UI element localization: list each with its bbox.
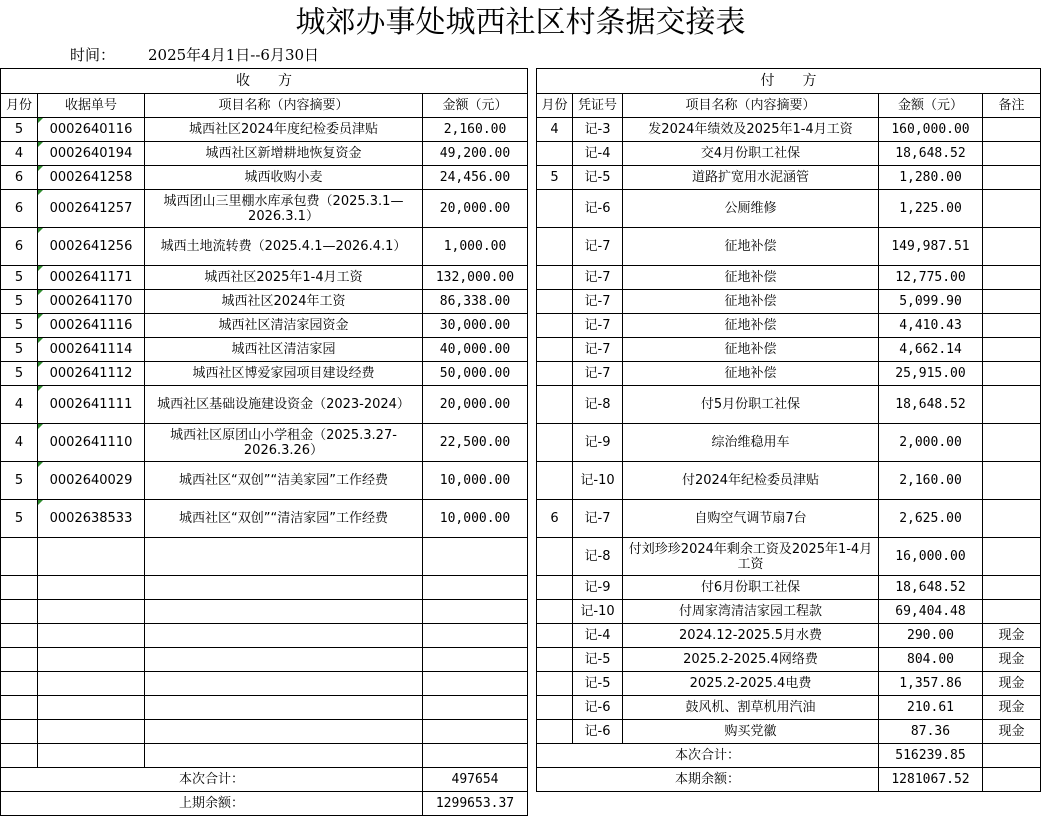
amount-cell: 5,099.90 <box>879 290 983 314</box>
table-row <box>1 190 528 228</box>
month-cell <box>1 624 38 648</box>
month-cell <box>537 538 573 576</box>
item-cell: 城西社区清洁家园资金 <box>145 314 423 338</box>
item-cell: 征地补偿 <box>623 228 879 266</box>
table-row <box>1 290 528 314</box>
month-cell <box>537 462 573 500</box>
table-row <box>1 314 528 338</box>
month-cell <box>537 314 573 338</box>
amount-cell <box>423 744 528 768</box>
note-cell: 现金 <box>983 672 1041 696</box>
item-cell: 城西社区新增耕地恢复资金 <box>145 142 423 166</box>
amount-cell: 40,000.00 <box>423 338 528 362</box>
amount-cell <box>423 576 528 600</box>
amount-cell: 25,915.00 <box>879 362 983 386</box>
table-row <box>1 696 528 720</box>
receipt-number-cell: 0002640029 <box>38 462 145 500</box>
note-cell <box>983 462 1041 500</box>
col-note-header: 备注 <box>983 94 1041 118</box>
total-value: 497654 <box>423 768 528 792</box>
month-cell: 5 <box>1 338 38 362</box>
voucher-cell: 记-4 <box>573 624 623 648</box>
amount-cell: 2,000.00 <box>879 424 983 462</box>
amount-cell: 132,000.00 <box>423 266 528 290</box>
month-cell <box>537 190 573 228</box>
voucher-cell: 记-9 <box>573 424 623 462</box>
receipt-number-cell: 0002641111 <box>38 386 145 424</box>
receipt-number-cell: 0002641257 <box>38 190 145 228</box>
amount-cell: 2,160.00 <box>879 462 983 500</box>
item-cell: 2024.12-2025.5月水费 <box>623 624 879 648</box>
amount-cell <box>423 624 528 648</box>
table-row <box>1 228 528 266</box>
amount-cell: 10,000.00 <box>423 500 528 538</box>
month-cell: 5 <box>1 118 38 142</box>
section-pay: 付 方 <box>537 69 1041 94</box>
month-cell: 6 <box>1 228 38 266</box>
month-cell <box>537 424 573 462</box>
item-cell: 城西社区基础设施建设资金（2023-2024） <box>145 386 423 424</box>
total-label: 本次合计： <box>1 768 423 792</box>
item-cell: 付6月份职工社保 <box>623 576 879 600</box>
amount-cell: 20,000.00 <box>423 190 528 228</box>
amount-cell: 4,662.14 <box>879 338 983 362</box>
voucher-cell: 记-7 <box>573 338 623 362</box>
receipt-number-cell <box>38 696 145 720</box>
amount-cell: 2,160.00 <box>423 118 528 142</box>
month-cell: 4 <box>1 142 38 166</box>
table-row <box>1 538 528 576</box>
total-value: 516239.85 <box>879 744 983 768</box>
item-cell: 自购空气调节扇7台 <box>623 500 879 538</box>
table-row <box>1 720 528 744</box>
item-cell <box>145 576 423 600</box>
month-cell <box>537 338 573 362</box>
item-cell: 城西团山三里棚水库承包费（2025.3.1—2026.3.1） <box>145 190 423 228</box>
note-cell <box>983 166 1041 190</box>
amount-cell: 10,000.00 <box>423 462 528 500</box>
col-receipt-header: 收据单号 <box>38 94 145 118</box>
note-cell <box>983 142 1041 166</box>
amount-cell: 22,500.00 <box>423 424 528 462</box>
table-row <box>1 576 528 600</box>
table-row <box>537 500 1041 538</box>
item-cell <box>145 696 423 720</box>
section-receive: 收 方 <box>1 69 528 94</box>
month-cell: 5 <box>1 314 38 338</box>
table-row <box>1 424 528 462</box>
voucher-cell: 记-3 <box>573 118 623 142</box>
table-row <box>537 228 1041 266</box>
receipt-number-cell: 0002641116 <box>38 314 145 338</box>
balance-row <box>537 768 1041 792</box>
amount-cell: 160,000.00 <box>879 118 983 142</box>
table-row <box>1 624 528 648</box>
amount-cell <box>423 672 528 696</box>
balance-label: 上期余额： <box>1 792 423 816</box>
item-cell: 付周家湾清洁家园工程款 <box>623 600 879 624</box>
col-item-header: 项目名称（内容摘要） <box>623 94 879 118</box>
voucher-cell: 记-4 <box>573 142 623 166</box>
month-cell <box>537 696 573 720</box>
amount-cell: 290.00 <box>879 624 983 648</box>
item-cell: 付2024年纪检委员津贴 <box>623 462 879 500</box>
voucher-cell: 记-10 <box>573 462 623 500</box>
table-row <box>1 338 528 362</box>
month-cell <box>537 720 573 744</box>
voucher-cell: 记-5 <box>573 166 623 190</box>
amount-cell: 24,456.00 <box>423 166 528 190</box>
table-row <box>1 142 528 166</box>
month-cell <box>537 624 573 648</box>
month-cell: 4 <box>1 386 38 424</box>
item-cell <box>145 672 423 696</box>
voucher-cell: 记-7 <box>573 500 623 538</box>
amount-cell: 1,225.00 <box>879 190 983 228</box>
amount-cell: 2,625.00 <box>879 500 983 538</box>
month-cell <box>537 576 573 600</box>
col-month-header: 月份 <box>1 94 38 118</box>
total-row <box>1 768 528 792</box>
col-amount-header: 金额（元） <box>879 94 983 118</box>
note-cell <box>983 424 1041 462</box>
section-header-row <box>1 69 528 94</box>
item-cell: 征地补偿 <box>623 266 879 290</box>
item-cell: 交4月份职工社保 <box>623 142 879 166</box>
item-cell: 发2024年绩效及2025年1-4月工资 <box>623 118 879 142</box>
month-cell <box>537 266 573 290</box>
amount-cell: 18,648.52 <box>879 576 983 600</box>
note-cell <box>983 118 1041 142</box>
table-row <box>537 424 1041 462</box>
table-row <box>537 462 1041 500</box>
item-cell: 城西社区原团山小学租金（2025.3.27-2026.3.26） <box>145 424 423 462</box>
col-voucher-header: 凭证号 <box>573 94 623 118</box>
item-cell: 城西社区2025年1-4月工资 <box>145 266 423 290</box>
item-cell: 城西社区博爱家园项目建设经费 <box>145 362 423 386</box>
month-cell <box>1 720 38 744</box>
note-cell <box>983 338 1041 362</box>
item-cell: 购买党徽 <box>623 720 879 744</box>
table-row <box>1 648 528 672</box>
table-row <box>1 744 528 768</box>
item-cell: 城西土地流转费（2025.4.1—2026.4.1） <box>145 228 423 266</box>
note-cell <box>983 576 1041 600</box>
amount-cell: 87.36 <box>879 720 983 744</box>
table-row <box>537 166 1041 190</box>
month-cell <box>1 600 38 624</box>
receipt-number-cell: 0002641110 <box>38 424 145 462</box>
month-cell <box>1 576 38 600</box>
receipt-number-cell <box>38 648 145 672</box>
note-cell: 现金 <box>983 624 1041 648</box>
item-cell: 付5月份职工社保 <box>623 386 879 424</box>
voucher-cell: 记-6 <box>573 720 623 744</box>
table-row <box>537 696 1041 720</box>
balance-note <box>983 768 1041 792</box>
receipt-number-cell: 0002641256 <box>38 228 145 266</box>
section-header-row <box>537 69 1041 94</box>
table-row <box>1 500 528 538</box>
table-row <box>1 362 528 386</box>
table-row <box>537 142 1041 166</box>
amount-cell: 149,987.51 <box>879 228 983 266</box>
note-cell <box>983 600 1041 624</box>
table-row <box>537 576 1041 600</box>
month-cell: 5 <box>1 290 38 314</box>
item-cell: 征地补偿 <box>623 362 879 386</box>
table-row <box>537 672 1041 696</box>
table-row <box>1 166 528 190</box>
item-cell <box>145 600 423 624</box>
receipt-number-cell: 0002641170 <box>38 290 145 314</box>
receipt-number-cell <box>38 624 145 648</box>
item-cell <box>145 624 423 648</box>
amount-cell: 16,000.00 <box>879 538 983 576</box>
table-row <box>537 314 1041 338</box>
month-cell: 5 <box>1 362 38 386</box>
amount-cell: 86,338.00 <box>423 290 528 314</box>
amount-cell: 18,648.52 <box>879 142 983 166</box>
month-cell <box>537 648 573 672</box>
period-line <box>70 44 319 66</box>
table-row <box>537 362 1041 386</box>
table-row <box>1 266 528 290</box>
table-row <box>537 600 1041 624</box>
amount-cell: 20,000.00 <box>423 386 528 424</box>
note-cell <box>983 538 1041 576</box>
amount-cell: 49,200.00 <box>423 142 528 166</box>
balance-row <box>1 792 528 816</box>
note-cell <box>983 228 1041 266</box>
month-cell <box>537 362 573 386</box>
amount-cell <box>423 600 528 624</box>
table-row <box>537 266 1041 290</box>
item-cell <box>145 720 423 744</box>
month-cell <box>1 744 38 768</box>
voucher-cell: 记-7 <box>573 362 623 386</box>
table-row <box>537 648 1041 672</box>
table-row <box>537 720 1041 744</box>
item-cell: 城西社区2024年度纪检委员津贴 <box>145 118 423 142</box>
receipt-number-cell: 0002638533 <box>38 500 145 538</box>
item-cell: 鼓风机、割草机用汽油 <box>623 696 879 720</box>
item-cell <box>145 744 423 768</box>
item-cell: 征地补偿 <box>623 314 879 338</box>
amount-cell <box>423 720 528 744</box>
item-cell: 城西社区2024年工资 <box>145 290 423 314</box>
item-cell: 城西社区“双创”“清洁家园”工作经费 <box>145 500 423 538</box>
amount-cell <box>423 538 528 576</box>
table-row <box>537 118 1041 142</box>
receipt-number-cell <box>38 744 145 768</box>
item-cell: 2025.2-2025.4电费 <box>623 672 879 696</box>
table-row <box>1 118 528 142</box>
note-cell: 现金 <box>983 648 1041 672</box>
column-header-row <box>1 94 528 118</box>
month-cell: 6 <box>1 166 38 190</box>
month-cell: 5 <box>1 462 38 500</box>
item-cell <box>145 648 423 672</box>
month-cell <box>537 386 573 424</box>
month-cell: 5 <box>1 500 38 538</box>
voucher-cell: 记-5 <box>573 648 623 672</box>
note-cell <box>983 500 1041 538</box>
document-title: 城郊办事处城西社区村条据交接表 <box>295 5 746 40</box>
month-cell: 4 <box>1 424 38 462</box>
month-cell <box>537 142 573 166</box>
month-cell <box>537 228 573 266</box>
amount-cell: 50,000.00 <box>423 362 528 386</box>
voucher-cell: 记-7 <box>573 314 623 338</box>
voucher-cell: 记-9 <box>573 576 623 600</box>
table-row <box>537 190 1041 228</box>
voucher-cell: 记-8 <box>573 386 623 424</box>
total-note <box>983 744 1041 768</box>
receipt-number-cell: 0002640194 <box>38 142 145 166</box>
month-cell <box>537 600 573 624</box>
voucher-cell: 记-10 <box>573 600 623 624</box>
col-month-header: 月份 <box>537 94 573 118</box>
amount-cell <box>423 696 528 720</box>
note-cell <box>983 362 1041 386</box>
amount-cell <box>423 648 528 672</box>
voucher-cell: 记-6 <box>573 696 623 720</box>
note-cell: 现金 <box>983 720 1041 744</box>
month-cell: 5 <box>537 166 573 190</box>
table-row <box>1 672 528 696</box>
total-label: 本次合计： <box>537 744 879 768</box>
item-cell: 征地补偿 <box>623 338 879 362</box>
table-row <box>1 386 528 424</box>
receipt-number-cell: 0002641171 <box>38 266 145 290</box>
item-cell: 付刘珍珍2024年剩余工资及2025年1-4月工资 <box>623 538 879 576</box>
col-item-header: 项目名称（内容摘要） <box>145 94 423 118</box>
voucher-cell: 记-7 <box>573 290 623 314</box>
item-cell: 2025.2-2025.4网络费 <box>623 648 879 672</box>
table-row <box>1 462 528 500</box>
amount-cell: 12,775.00 <box>879 266 983 290</box>
note-cell <box>983 314 1041 338</box>
amount-cell: 4,410.43 <box>879 314 983 338</box>
amount-cell: 18,648.52 <box>879 386 983 424</box>
note-cell <box>983 290 1041 314</box>
note-cell: 现金 <box>983 696 1041 720</box>
receipt-number-cell <box>38 720 145 744</box>
table-row <box>537 624 1041 648</box>
voucher-cell: 记-8 <box>573 538 623 576</box>
receipt-number-cell: 0002641114 <box>38 338 145 362</box>
month-cell <box>1 672 38 696</box>
item-cell: 城西社区“双创”“洁美家园”工作经费 <box>145 462 423 500</box>
amount-cell: 69,404.48 <box>879 600 983 624</box>
item-cell <box>145 538 423 576</box>
item-cell: 综治维稳用车 <box>623 424 879 462</box>
receipts-table <box>0 68 528 816</box>
payments-table <box>536 68 1041 792</box>
item-cell: 道路扩宽用水泥涵管 <box>623 166 879 190</box>
month-cell <box>537 290 573 314</box>
period-label: 时间： <box>70 46 116 64</box>
voucher-cell: 记-7 <box>573 228 623 266</box>
note-cell <box>983 266 1041 290</box>
month-cell: 4 <box>537 118 573 142</box>
note-cell <box>983 386 1041 424</box>
item-cell: 公厕维修 <box>623 190 879 228</box>
note-cell <box>983 190 1041 228</box>
amount-cell: 210.61 <box>879 696 983 720</box>
receipt-number-cell: 0002641112 <box>38 362 145 386</box>
month-cell: 6 <box>537 500 573 538</box>
balance-value: 1299653.37 <box>423 792 528 816</box>
table-row <box>537 338 1041 362</box>
item-cell: 征地补偿 <box>623 290 879 314</box>
month-cell <box>1 648 38 672</box>
voucher-cell: 记-7 <box>573 266 623 290</box>
item-cell: 城西收购小麦 <box>145 166 423 190</box>
table-row <box>537 538 1041 576</box>
amount-cell: 1,000.00 <box>423 228 528 266</box>
period-value: 2025年4月1日--6月30日 <box>148 46 320 64</box>
receipt-number-cell: 0002640116 <box>38 118 145 142</box>
total-row <box>537 744 1041 768</box>
receipt-number-cell <box>38 672 145 696</box>
voucher-cell: 记-5 <box>573 672 623 696</box>
balance-value: 1281067.52 <box>879 768 983 792</box>
item-cell: 城西社区清洁家园 <box>145 338 423 362</box>
column-header-row <box>537 94 1041 118</box>
month-cell: 6 <box>1 190 38 228</box>
balance-label: 本期余额： <box>537 768 879 792</box>
month-cell <box>537 672 573 696</box>
month-cell <box>1 696 38 720</box>
receipt-number-cell: 0002641258 <box>38 166 145 190</box>
col-amount-header: 金额（元） <box>423 94 528 118</box>
receipt-number-cell <box>38 538 145 576</box>
month-cell <box>1 538 38 576</box>
amount-cell: 1,280.00 <box>879 166 983 190</box>
month-cell: 5 <box>1 266 38 290</box>
table-row <box>537 290 1041 314</box>
table-row <box>537 386 1041 424</box>
voucher-cell: 记-6 <box>573 190 623 228</box>
amount-cell: 1,357.86 <box>879 672 983 696</box>
receipt-number-cell <box>38 576 145 600</box>
receipt-number-cell <box>38 600 145 624</box>
table-row <box>1 600 528 624</box>
amount-cell: 804.00 <box>879 648 983 672</box>
amount-cell: 30,000.00 <box>423 314 528 338</box>
